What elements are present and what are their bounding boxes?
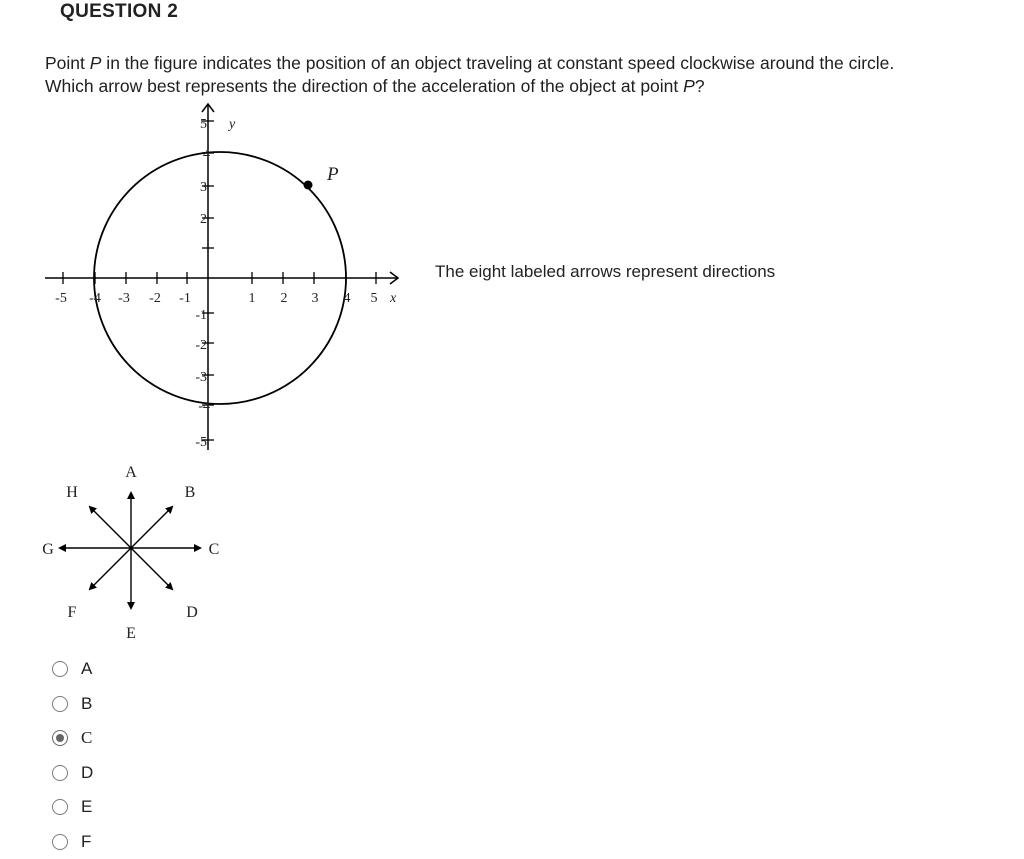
arrow-label-f: F bbox=[68, 604, 77, 621]
option-a[interactable] bbox=[52, 652, 93, 687]
x-tick-label: -5 bbox=[55, 291, 67, 306]
x-tick-label: -3 bbox=[118, 291, 130, 306]
y-tick-label: 5 bbox=[200, 117, 207, 132]
y-tick-label: 3 bbox=[200, 180, 207, 195]
answer-options bbox=[52, 652, 93, 859]
question-title: QUESTION 2 bbox=[60, 1, 178, 23]
option-label: A bbox=[81, 659, 92, 679]
question-line-2: Which arrow best represents the direction of the acceleration of the object at point P? bbox=[45, 75, 1005, 98]
direction-arrows-figure bbox=[0, 455, 230, 650]
x-tick-label: 3 bbox=[312, 291, 319, 306]
x-axis-label: x bbox=[389, 291, 397, 306]
x-tick-label: 2 bbox=[281, 291, 288, 306]
option-label: C bbox=[81, 728, 92, 748]
arrow-b bbox=[131, 507, 172, 548]
point-p-dot bbox=[304, 181, 313, 190]
arrow-label-g: G bbox=[42, 541, 54, 558]
x-tick-labels bbox=[55, 291, 377, 306]
option-label: F bbox=[81, 832, 91, 852]
option-f[interactable] bbox=[52, 825, 93, 859]
y-tick-label: 2 bbox=[200, 212, 207, 227]
y-tick-label: -5 bbox=[195, 435, 207, 450]
y-tick-label: -2 bbox=[195, 338, 207, 353]
circle-figure bbox=[0, 0, 420, 460]
arrow-label-e: E bbox=[126, 625, 136, 642]
option-label: D bbox=[81, 763, 93, 783]
x-tick-label: 1 bbox=[249, 291, 256, 306]
point-p-label: P bbox=[326, 164, 339, 185]
option-e[interactable] bbox=[52, 790, 93, 825]
arrow-label-h: H bbox=[66, 484, 78, 501]
arrow-label-d: D bbox=[186, 604, 198, 621]
radio-button[interactable] bbox=[52, 696, 68, 712]
arrow-label-c: C bbox=[209, 541, 220, 558]
arrow-d bbox=[131, 548, 172, 589]
arrow-h bbox=[90, 507, 131, 548]
arrow-f bbox=[90, 548, 131, 589]
arrow-label-b: B bbox=[185, 484, 196, 501]
radio-button[interactable] bbox=[52, 765, 68, 781]
option-label: E bbox=[81, 797, 92, 817]
y-tick-label: -3 bbox=[195, 370, 207, 385]
x-tick-label: -4 bbox=[89, 291, 101, 306]
option-c[interactable] bbox=[52, 721, 93, 756]
y-tick-label: -1 bbox=[195, 308, 207, 323]
x-tick-label: -2 bbox=[149, 291, 161, 306]
radio-button[interactable] bbox=[52, 661, 68, 677]
y-axis-label: y bbox=[227, 117, 236, 132]
radio-button[interactable] bbox=[52, 799, 68, 815]
x-tick-label: 5 bbox=[371, 291, 378, 306]
arrow-label-a: A bbox=[125, 464, 137, 481]
question-line-1: Point P in the figure indicates the position of an object traveling at constant speed clockwise around the circle. bbox=[45, 52, 1005, 75]
y-tick-label: -4 bbox=[198, 399, 210, 414]
option-d[interactable] bbox=[52, 756, 93, 791]
arrows-description: The eight labeled arrows represent directions bbox=[435, 262, 775, 282]
x-tick-label: -1 bbox=[179, 291, 191, 306]
x-tick-label: 4 bbox=[344, 291, 351, 306]
y-tick-label: 4 bbox=[203, 147, 210, 162]
option-label: B bbox=[81, 694, 92, 714]
option-b[interactable] bbox=[52, 687, 93, 722]
radio-button[interactable] bbox=[52, 834, 68, 850]
radio-button-selected[interactable] bbox=[52, 730, 68, 746]
